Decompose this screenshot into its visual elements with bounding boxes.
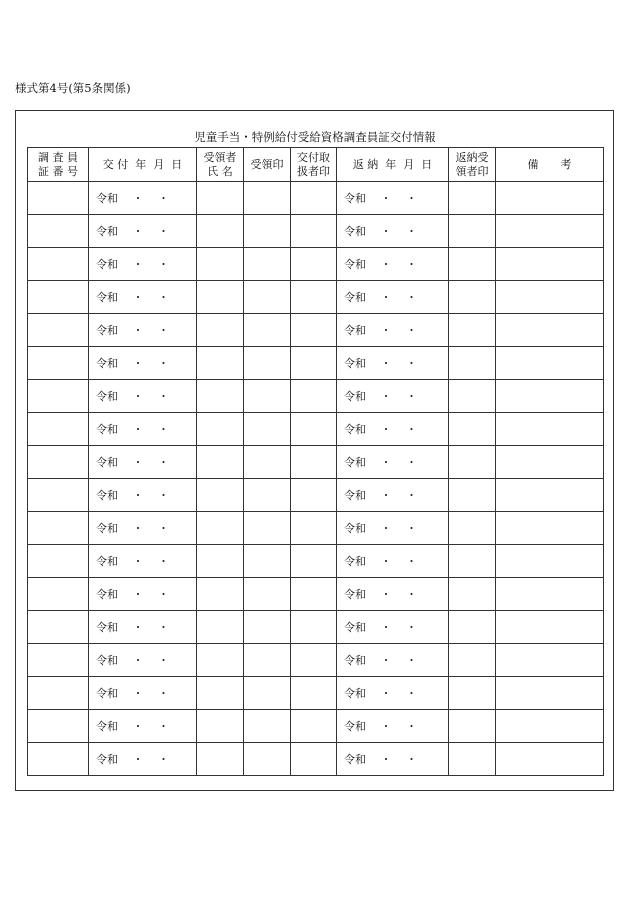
table-row: [28, 710, 604, 743]
return-date-cell: [337, 710, 449, 743]
id-number-cell[interactable]: [28, 248, 89, 281]
date-placeholder: 令和 ・ ・: [96, 621, 169, 634]
header-receipt-seal: 受領印: [244, 148, 291, 182]
handler-seal-cell[interactable]: [291, 743, 337, 776]
handler-seal-cell[interactable]: [291, 479, 337, 512]
return-recipient-seal-cell[interactable]: [449, 710, 496, 743]
table-row: [28, 413, 604, 446]
table-row: [28, 281, 604, 314]
return-recipient-seal-cell[interactable]: [449, 182, 496, 215]
id-number-cell[interactable]: [28, 314, 89, 347]
receipt-seal-cell[interactable]: [244, 215, 291, 248]
handler-seal-cell[interactable]: [291, 182, 337, 215]
return-recipient-seal-cell[interactable]: [449, 545, 496, 578]
recipient-name-cell[interactable]: [197, 314, 244, 347]
issue-date-cell: [89, 644, 197, 677]
table-row: [28, 215, 604, 248]
table-row: [28, 248, 604, 281]
id-number-cell[interactable]: [28, 182, 89, 215]
date-placeholder: 令和 ・ ・: [96, 390, 169, 403]
recipient-name-cell[interactable]: [197, 281, 244, 314]
id-number-cell[interactable]: [28, 479, 89, 512]
id-number-cell[interactable]: [28, 215, 89, 248]
receipt-seal-cell[interactable]: [244, 182, 291, 215]
return-recipient-seal-cell[interactable]: [449, 446, 496, 479]
handler-seal-cell[interactable]: [291, 380, 337, 413]
header-recipient-name: [197, 148, 244, 182]
recipient-name-cell[interactable]: [197, 215, 244, 248]
remarks-cell[interactable]: [496, 545, 604, 578]
return-date-cell: [337, 479, 449, 512]
date-placeholder: 令和 ・ ・: [344, 357, 417, 370]
remarks-cell[interactable]: [496, 743, 604, 776]
table-row: [28, 578, 604, 611]
issue-date-cell: [89, 578, 197, 611]
remarks-cell[interactable]: [496, 215, 604, 248]
handler-seal-cell[interactable]: [291, 710, 337, 743]
id-number-cell[interactable]: [28, 578, 89, 611]
handler-seal-cell[interactable]: [291, 512, 337, 545]
handler-seal-cell[interactable]: [291, 545, 337, 578]
return-date-cell: [337, 611, 449, 644]
date-placeholder: 令和 ・ ・: [344, 522, 417, 535]
receipt-seal-cell[interactable]: [244, 314, 291, 347]
recipient-name-cell[interactable]: [197, 545, 244, 578]
receipt-seal-cell[interactable]: [244, 413, 291, 446]
handler-seal-cell[interactable]: [291, 446, 337, 479]
date-placeholder: 令和 ・ ・: [344, 258, 417, 271]
id-number-cell[interactable]: [28, 347, 89, 380]
return-date-cell: [337, 677, 449, 710]
date-placeholder: 令和 ・ ・: [96, 324, 169, 337]
issue-date-cell: [89, 248, 197, 281]
issue-date-cell: [89, 182, 197, 215]
table-row: [28, 644, 604, 677]
issue-date-cell: [89, 479, 197, 512]
handler-seal-cell[interactable]: [291, 578, 337, 611]
date-placeholder: 令和 ・ ・: [96, 654, 169, 667]
recipient-name-cell[interactable]: [197, 677, 244, 710]
header-handler-seal: [291, 148, 337, 182]
issue-date-cell: [89, 446, 197, 479]
header-return-seal-line1: 返納受: [455, 150, 489, 164]
id-number-cell[interactable]: [28, 677, 89, 710]
issue-date-cell: [89, 545, 197, 578]
return-date-cell: [337, 380, 449, 413]
header-id-number-line1: 調 査 員: [38, 150, 78, 164]
table-row: [28, 677, 604, 710]
table-row: [28, 347, 604, 380]
recipient-name-cell[interactable]: [197, 743, 244, 776]
return-recipient-seal-cell[interactable]: [449, 248, 496, 281]
remarks-cell[interactable]: [496, 248, 604, 281]
id-number-cell[interactable]: [28, 611, 89, 644]
date-placeholder: 令和 ・ ・: [344, 192, 417, 205]
date-placeholder: 令和 ・ ・: [344, 687, 417, 700]
issue-date-cell: [89, 743, 197, 776]
date-placeholder: 令和 ・ ・: [344, 456, 417, 469]
handler-seal-cell[interactable]: [291, 347, 337, 380]
form-number-label: 様式第4号(第5条関係): [15, 81, 131, 95]
recipient-name-cell[interactable]: [197, 413, 244, 446]
date-placeholder: 令和 ・ ・: [344, 753, 417, 766]
id-number-cell[interactable]: [28, 743, 89, 776]
recipient-name-cell[interactable]: [197, 248, 244, 281]
issue-date-cell: [89, 380, 197, 413]
date-placeholder: 令和 ・ ・: [96, 687, 169, 700]
remarks-cell[interactable]: [496, 512, 604, 545]
date-placeholder: 令和 ・ ・: [344, 555, 417, 568]
receipt-seal-cell[interactable]: [244, 710, 291, 743]
date-placeholder: 令和 ・ ・: [96, 423, 169, 436]
return-date-cell: [337, 743, 449, 776]
receipt-seal-cell[interactable]: [244, 281, 291, 314]
return-recipient-seal-cell[interactable]: [449, 677, 496, 710]
recipient-name-cell[interactable]: [197, 512, 244, 545]
issue-date-cell: [89, 710, 197, 743]
date-placeholder: 令和 ・ ・: [96, 456, 169, 469]
return-date-cell: [337, 578, 449, 611]
return-date-cell: [337, 248, 449, 281]
header-remarks: 備 考: [496, 148, 604, 182]
table-row: [28, 545, 604, 578]
table-row: [28, 479, 604, 512]
receipt-seal-cell[interactable]: [244, 743, 291, 776]
date-placeholder: 令和 ・ ・: [344, 720, 417, 733]
table-row: [28, 380, 604, 413]
recipient-name-cell[interactable]: [197, 578, 244, 611]
date-placeholder: 令和 ・ ・: [96, 720, 169, 733]
receipt-seal-cell[interactable]: [244, 248, 291, 281]
date-placeholder: 令和 ・ ・: [96, 357, 169, 370]
id-number-cell[interactable]: [28, 710, 89, 743]
id-number-cell[interactable]: [28, 446, 89, 479]
date-placeholder: 令和 ・ ・: [344, 621, 417, 634]
header-recipient-name-line1: 受領者: [203, 150, 237, 164]
id-number-cell[interactable]: [28, 512, 89, 545]
issue-date-cell: [89, 347, 197, 380]
return-recipient-seal-cell[interactable]: [449, 413, 496, 446]
receipt-seal-cell[interactable]: [244, 479, 291, 512]
remarks-cell[interactable]: [496, 677, 604, 710]
handler-seal-cell[interactable]: [291, 677, 337, 710]
date-placeholder: 令和 ・ ・: [96, 522, 169, 535]
return-date-cell: [337, 281, 449, 314]
issue-date-cell: [89, 215, 197, 248]
date-placeholder: 令和 ・ ・: [344, 291, 417, 304]
receipt-seal-cell[interactable]: [244, 611, 291, 644]
handler-seal-cell[interactable]: [291, 314, 337, 347]
header-row: [28, 148, 604, 182]
return-date-cell: [337, 314, 449, 347]
date-placeholder: 令和 ・ ・: [96, 588, 169, 601]
handler-seal-cell[interactable]: [291, 248, 337, 281]
remarks-cell[interactable]: [496, 479, 604, 512]
remarks-cell[interactable]: [496, 644, 604, 677]
return-recipient-seal-cell[interactable]: [449, 578, 496, 611]
id-number-cell[interactable]: [28, 380, 89, 413]
return-date-cell: [337, 512, 449, 545]
header-recipient-name-line2: 氏 名: [207, 164, 233, 178]
header-handler-seal-line2: 扱者印: [297, 164, 330, 178]
header-handler-seal-line1: 交付取: [297, 150, 330, 164]
remarks-cell[interactable]: [496, 446, 604, 479]
remarks-cell[interactable]: [496, 182, 604, 215]
return-date-cell: [337, 644, 449, 677]
date-placeholder: 令和 ・ ・: [96, 291, 169, 304]
return-date-cell: [337, 545, 449, 578]
date-placeholder: 令和 ・ ・: [344, 588, 417, 601]
receipt-seal-cell[interactable]: [244, 545, 291, 578]
header-return-seal-line2: 領者印: [455, 164, 489, 178]
header-id-number-line2: 証 番 号: [38, 164, 78, 178]
return-recipient-seal-cell[interactable]: [449, 479, 496, 512]
issue-date-cell: [89, 677, 197, 710]
recipient-name-cell[interactable]: [197, 710, 244, 743]
date-placeholder: 令和 ・ ・: [96, 753, 169, 766]
return-recipient-seal-cell[interactable]: [449, 644, 496, 677]
table-row: [28, 182, 604, 215]
issue-date-cell: [89, 611, 197, 644]
return-recipient-seal-cell[interactable]: [449, 512, 496, 545]
date-placeholder: 令和 ・ ・: [96, 225, 169, 238]
receipt-seal-cell[interactable]: [244, 512, 291, 545]
return-date-cell: [337, 413, 449, 446]
remarks-cell[interactable]: [496, 281, 604, 314]
remarks-cell[interactable]: [496, 710, 604, 743]
id-number-cell[interactable]: [28, 644, 89, 677]
remarks-cell[interactable]: [496, 347, 604, 380]
receipt-seal-cell[interactable]: [244, 380, 291, 413]
return-recipient-seal-cell[interactable]: [449, 215, 496, 248]
issue-date-cell: [89, 413, 197, 446]
return-date-cell: [337, 182, 449, 215]
issue-date-cell: [89, 512, 197, 545]
date-placeholder: 令和 ・ ・: [344, 390, 417, 403]
recipient-name-cell[interactable]: [197, 347, 244, 380]
remarks-cell[interactable]: [496, 380, 604, 413]
receipt-seal-cell[interactable]: [244, 347, 291, 380]
date-placeholder: 令和 ・ ・: [96, 258, 169, 271]
recipient-name-cell[interactable]: [197, 446, 244, 479]
return-recipient-seal-cell[interactable]: [449, 281, 496, 314]
date-placeholder: 令和 ・ ・: [96, 192, 169, 205]
id-number-cell[interactable]: [28, 545, 89, 578]
handler-seal-cell[interactable]: [291, 281, 337, 314]
return-date-cell: [337, 446, 449, 479]
issue-date-cell: [89, 314, 197, 347]
return-recipient-seal-cell[interactable]: [449, 314, 496, 347]
receipt-seal-cell[interactable]: [244, 677, 291, 710]
date-placeholder: 令和 ・ ・: [96, 555, 169, 568]
recipient-name-cell[interactable]: [197, 380, 244, 413]
issue-date-cell: [89, 281, 197, 314]
receipt-seal-cell[interactable]: [244, 578, 291, 611]
recipient-name-cell[interactable]: [197, 479, 244, 512]
return-recipient-seal-cell[interactable]: [449, 611, 496, 644]
id-number-cell[interactable]: [28, 413, 89, 446]
header-id-number: [28, 148, 89, 182]
header-issue-date: 交 付 年 月 日: [89, 148, 197, 182]
remarks-cell[interactable]: [496, 578, 604, 611]
return-date-cell: [337, 347, 449, 380]
handler-seal-cell[interactable]: [291, 413, 337, 446]
recipient-name-cell[interactable]: [197, 644, 244, 677]
receipt-seal-cell[interactable]: [244, 644, 291, 677]
header-return-recipient-seal: [449, 148, 496, 182]
handler-seal-cell[interactable]: [291, 215, 337, 248]
recipient-name-cell[interactable]: [197, 611, 244, 644]
table-title: 児童手当・特例給付受給資格調査員証交付情報: [194, 130, 436, 144]
remarks-cell[interactable]: [496, 413, 604, 446]
table-row: [28, 314, 604, 347]
return-recipient-seal-cell[interactable]: [449, 347, 496, 380]
table-row: [28, 743, 604, 776]
table-row: [28, 446, 604, 479]
date-placeholder: 令和 ・ ・: [344, 225, 417, 238]
date-placeholder: 令和 ・ ・: [344, 423, 417, 436]
date-placeholder: 令和 ・ ・: [344, 489, 417, 502]
table-row: [28, 611, 604, 644]
header-return-date: 返 納 年 月 日: [337, 148, 449, 182]
remarks-cell[interactable]: [496, 314, 604, 347]
receipt-seal-cell[interactable]: [244, 446, 291, 479]
handler-seal-cell[interactable]: [291, 644, 337, 677]
table-row: [28, 512, 604, 545]
remarks-cell[interactable]: [496, 611, 604, 644]
return-recipient-seal-cell[interactable]: [449, 380, 496, 413]
date-placeholder: 令和 ・ ・: [344, 324, 417, 337]
id-number-cell[interactable]: [28, 281, 89, 314]
return-recipient-seal-cell[interactable]: [449, 743, 496, 776]
handler-seal-cell[interactable]: [291, 611, 337, 644]
date-placeholder: 令和 ・ ・: [344, 654, 417, 667]
recipient-name-cell[interactable]: [197, 182, 244, 215]
return-date-cell: [337, 215, 449, 248]
issuance-register-table: [27, 147, 604, 776]
date-placeholder: 令和 ・ ・: [96, 489, 169, 502]
